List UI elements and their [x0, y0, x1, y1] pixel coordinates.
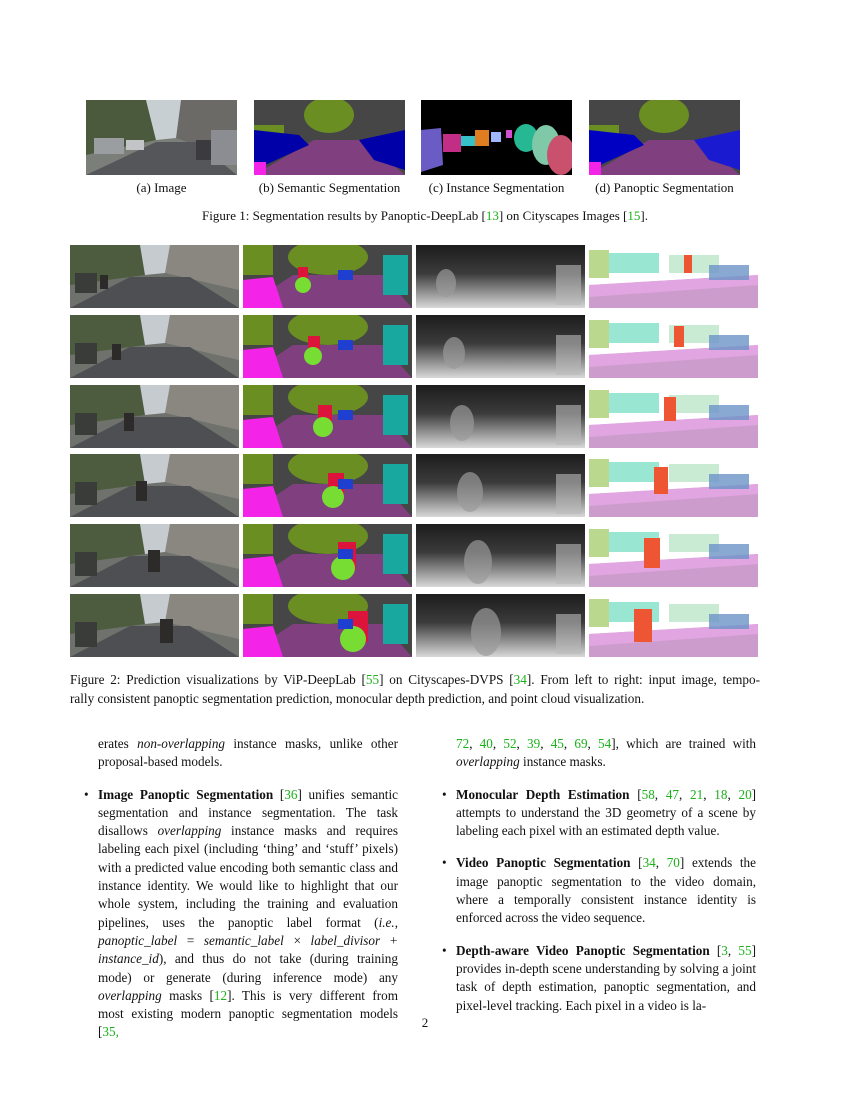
figure2-depth-prediction-row1	[416, 245, 585, 308]
subcaption-a: (a) Image	[136, 180, 187, 195]
figure2-input-image-row5	[70, 524, 239, 587]
list-item-image-panoptic: • Image Panoptic Segmentation [36] unifies semantic segmentation and instance segmentation. The task disallows overlapping instance masks and requires labeling each pixel (including ‘thing’ and ‘stuff’ pixels) with a predicted value encoding both semantic class and instance identity. We would like to highlight that our whole system, including the training and evaluation pipelines, uses the panoptic label format (i.e., panoptic_label = semantic_label × label_divisor + instance_id), and thus do not take (during training mode) or generate (during inference mode) any overlapping masks [12]. This is very different from most existing modern panoptic segmentation models [35,	[84, 786, 398, 1040]
figure2-point-cloud-row2	[589, 315, 758, 378]
figure2-panoptic-prediction-row4	[243, 454, 412, 517]
panoptic-formula: panoptic_label = semantic_label × label_divisor + instance_id	[98, 932, 398, 967]
bullet-icon: •	[442, 942, 447, 958]
figure2-depth-prediction-row5	[416, 524, 585, 587]
figure2-panoptic-prediction-row6	[243, 594, 412, 657]
bullet-icon: •	[442, 786, 447, 802]
citation-list: 72, 40, 52, 39, 45, 69, 54	[456, 736, 612, 751]
intro-paragraph: erates non-overlapping instance masks, unlike other proposal-based models.	[98, 736, 399, 770]
citation-list: 34, 70	[642, 855, 680, 871]
bullet-icon: •	[84, 786, 89, 802]
figure2-panoptic-prediction-row5	[243, 524, 412, 587]
citation-list: 3, 55	[721, 942, 752, 958]
figure1-image-a	[86, 100, 237, 175]
subcaption-b: (b) Semantic Segmentation	[258, 180, 401, 195]
citation-link[interactable]: 69	[574, 736, 588, 751]
figure1-image-c	[421, 100, 572, 175]
citation-link[interactable]: 20	[738, 786, 752, 802]
citation-list: 58, 47, 21, 18, 20	[641, 786, 752, 802]
figure1-image-d	[589, 100, 740, 175]
citation-link[interactable]: 70	[666, 855, 680, 871]
figure2-caption: Figure 2: Prediction visualizations by ViP-DeepLab [55] on Cityscapes-DVPS [34]. From left to right: input image, tempo- rally consistent panoptic segmentation prediction, monocular depth prediction, and point cloud visualization.	[70, 672, 760, 706]
figure2-depth-prediction-row2	[416, 315, 585, 378]
figure2-point-cloud-row5	[589, 524, 758, 587]
figure2-depth-prediction-row4	[416, 454, 585, 517]
figure2-point-cloud-row6	[589, 594, 758, 657]
citation-link[interactable]: 21	[690, 786, 704, 802]
citation-link[interactable]: 18	[714, 786, 728, 802]
citation-link[interactable]: 34	[513, 672, 527, 687]
citation-link[interactable]: 15	[627, 208, 641, 223]
page-number: 2	[421, 1015, 429, 1030]
citation-link[interactable]: 58	[641, 786, 655, 802]
figure1-image-b	[254, 100, 405, 175]
figure2-panoptic-prediction-row3	[243, 385, 412, 448]
figure2-depth-prediction-row3	[416, 385, 585, 448]
figure1-caption: Figure 1: Segmentation results by Panoptic-DeepLab [13] on Cityscapes Images [15].	[202, 208, 648, 223]
citation-link[interactable]: 13	[485, 208, 499, 223]
citation-link[interactable]: 47	[665, 786, 679, 802]
figure2-input-image-row2	[70, 315, 239, 378]
figure2-point-cloud-row4	[589, 454, 758, 517]
continuation-paragraph: 72, 40, 52, 39, 45, 69, 54], which are trained with overlapping instance masks.	[456, 736, 757, 770]
citation-link[interactable]: 12	[213, 987, 228, 1003]
subcaption-d: (d) Panoptic Segmentation	[595, 180, 734, 195]
figure2-input-image-row3	[70, 385, 239, 448]
citation-link[interactable]: 35,	[102, 1024, 119, 1040]
citation-link[interactable]: 34	[642, 855, 656, 871]
figure2-input-image-row4	[70, 454, 239, 517]
citation-link[interactable]: 40	[479, 736, 493, 751]
citation-link[interactable]: 45	[550, 736, 564, 751]
citation-link[interactable]: 55	[365, 672, 380, 687]
figure2-input-image-row6	[70, 594, 239, 657]
citation-link[interactable]: 72	[456, 736, 470, 751]
citation-link[interactable]: 3	[721, 942, 728, 958]
list-item-dvps: • Depth-aware Video Panoptic Segmentation [3, 55] provides in-depth scene understanding by solving a joint task of depth estimation, panoptic segmentation, and pixel-level tracking. Each pixel in a video is la-	[442, 942, 757, 1013]
list-item-depth-estimation: • Monocular Depth Estimation [58, 47, 21, 18, 20] attempts to understand the 3D geometry of a scene by labeling each pixel with an estimated depth value.	[442, 786, 757, 839]
citation-link[interactable]: 52	[503, 736, 517, 751]
citation-link[interactable]: 54	[598, 736, 612, 751]
figure2-point-cloud-row1	[589, 245, 758, 308]
list-item-video-panoptic: • Video Panoptic Segmentation [34, 70] extends the image panoptic segmentation to the video domain, where a temporally consistent instance identity is enforced across the video sequence.	[442, 855, 756, 926]
figure2-point-cloud-row3	[589, 385, 758, 448]
left-column	[84, 735, 399, 1042]
figure2-panoptic-prediction-row2	[243, 315, 412, 378]
figure2-panoptic-prediction-row1	[243, 245, 412, 308]
citation-link[interactable]: 55	[738, 942, 752, 958]
citation-link[interactable]: 36	[284, 786, 298, 802]
subcaption-c: (c) Instance Segmentation	[428, 180, 565, 195]
bullet-icon: •	[442, 855, 447, 871]
figure2-depth-prediction-row6	[416, 594, 585, 657]
figure2-input-image-row1	[70, 245, 239, 308]
right-column	[442, 735, 757, 1015]
citation-link[interactable]: 39	[527, 736, 541, 751]
